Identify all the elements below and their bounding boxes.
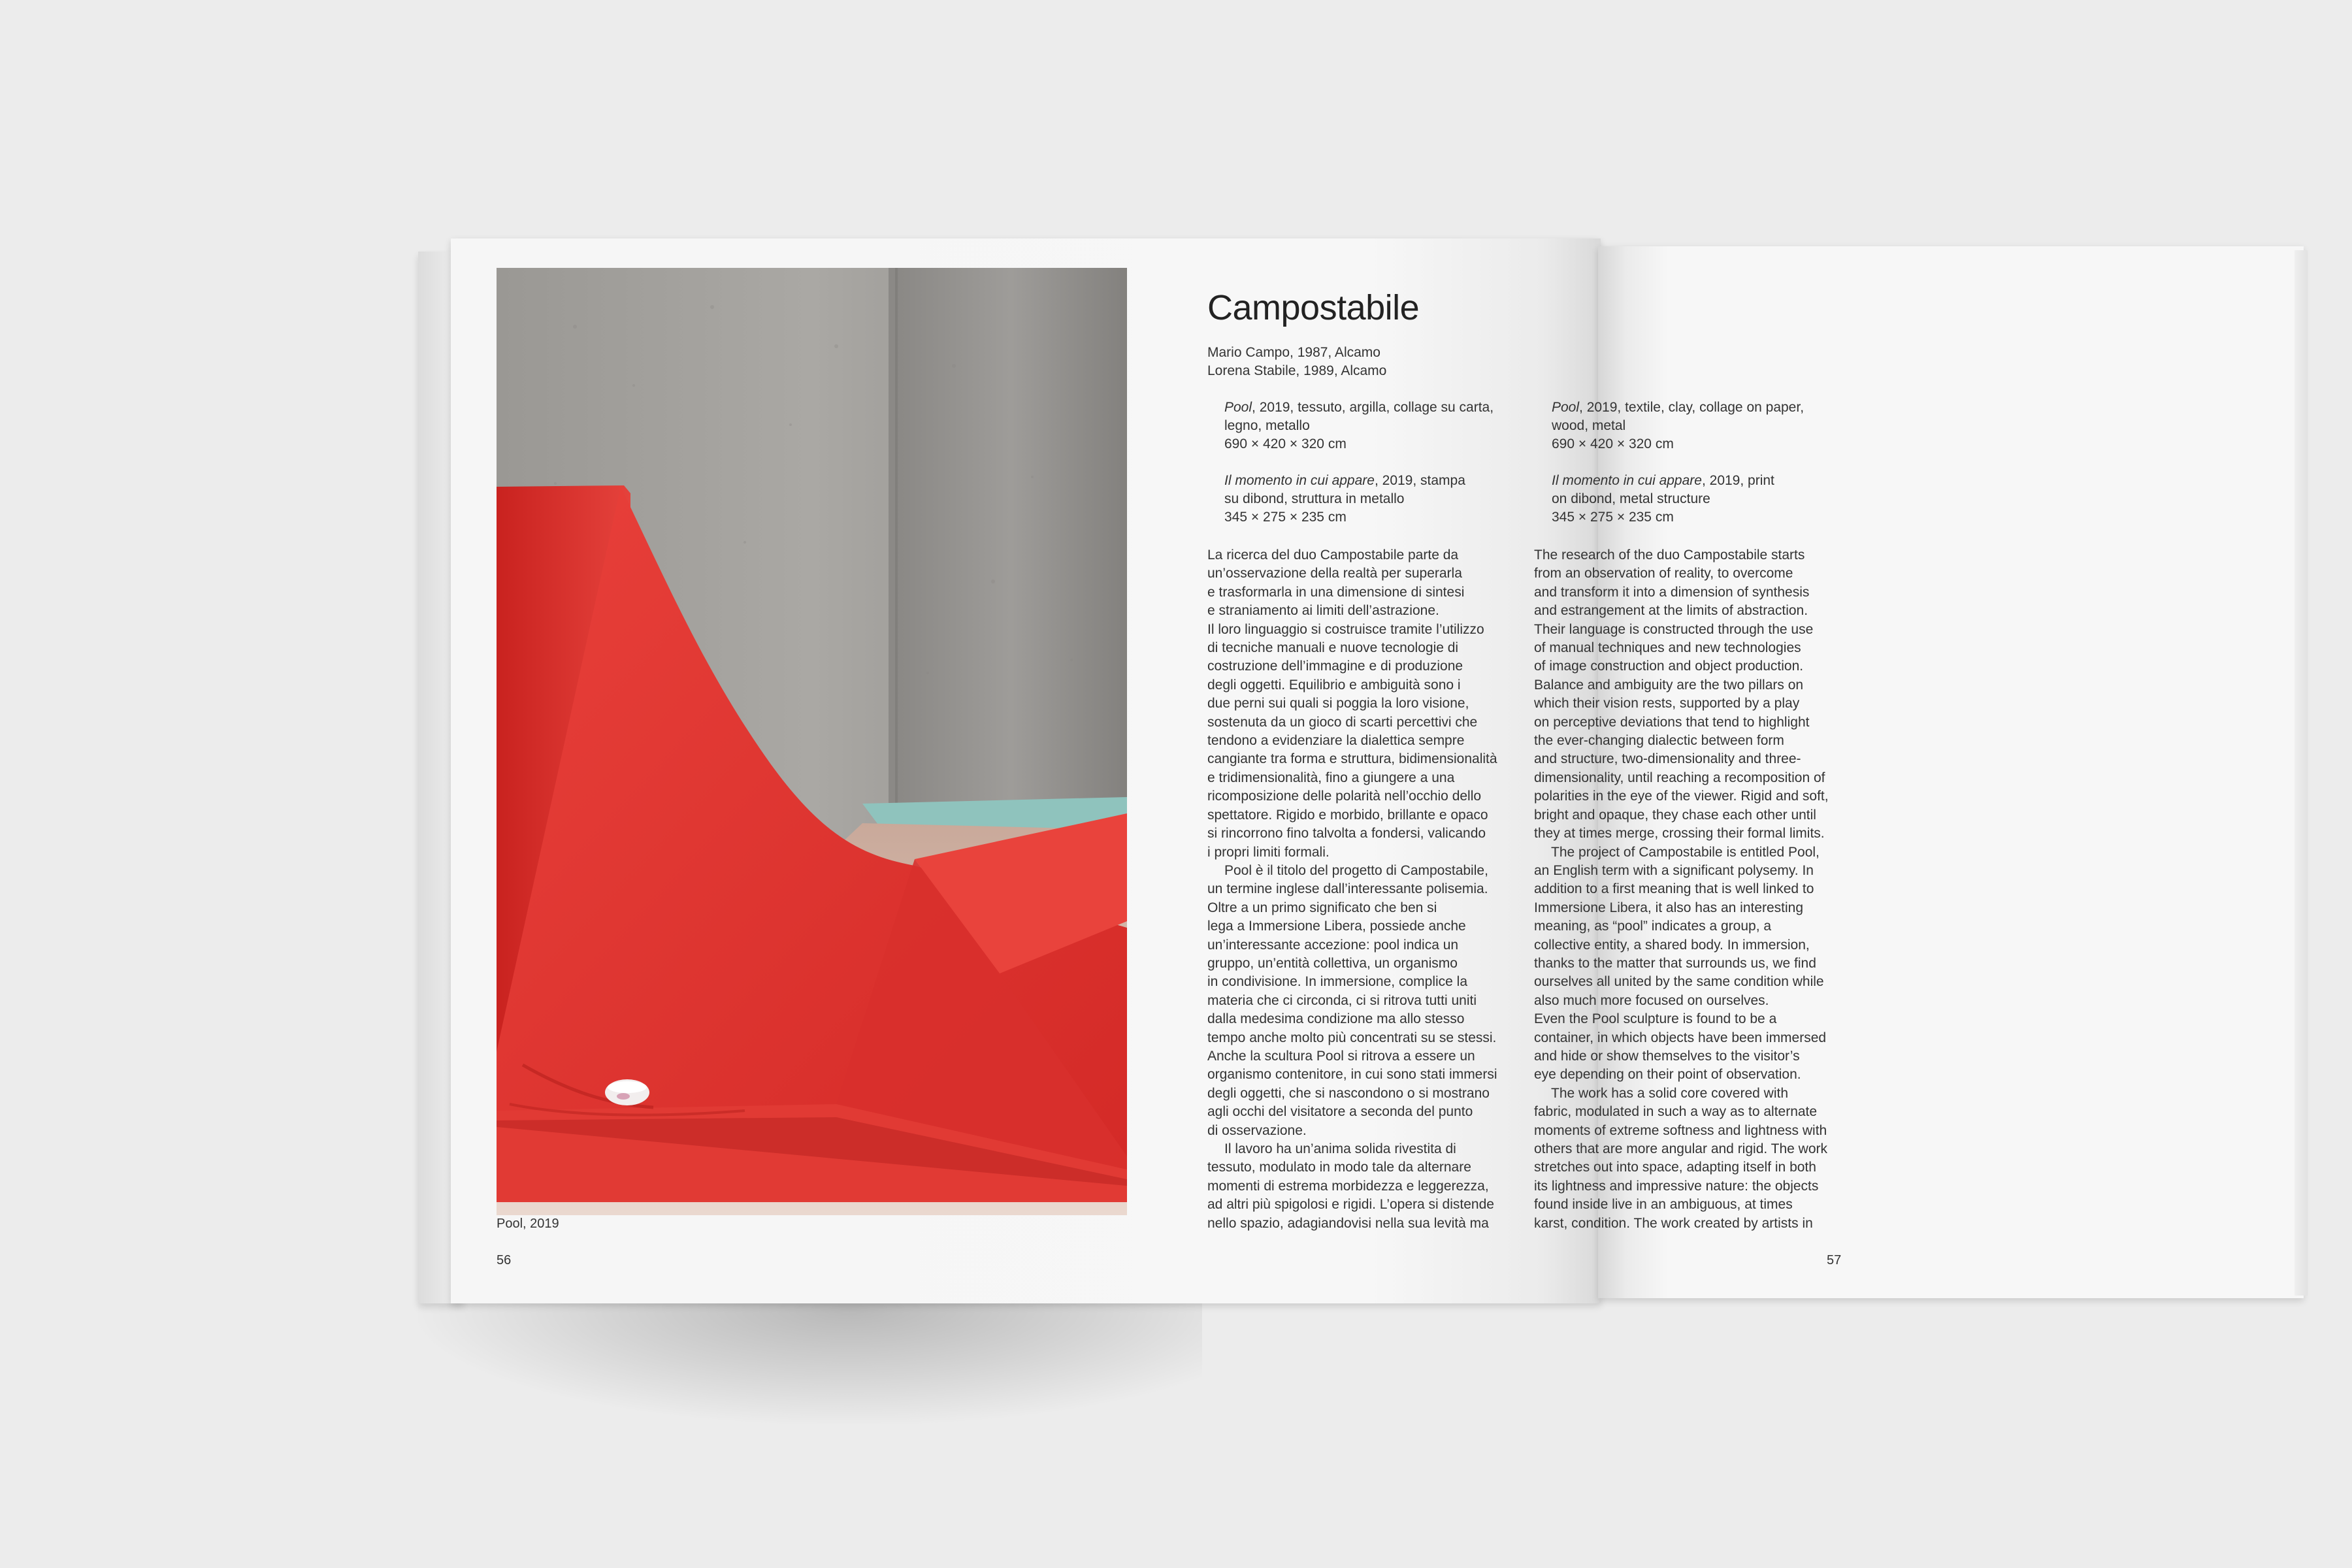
body-line: an English term with a significant polysemy. In	[1534, 862, 1814, 878]
body-line: dimensionality, until reaching a recomposition of	[1534, 770, 1825, 785]
body-line: Immersione Libera, it also has an interesting	[1534, 900, 1804, 915]
work-title: Il momento in cui appare	[1552, 473, 1702, 488]
body-line: gruppo, un’entità collettiva, un organismo	[1207, 955, 1458, 971]
body-line: stretches out into space, adapting itself in both	[1534, 1160, 1816, 1175]
body-line: Oltre a un primo significato che ben si	[1207, 900, 1437, 915]
body-line: The project of Campostabile is entitled Pool,	[1551, 844, 1820, 860]
body-line: e straniamento ai limiti dell’astrazione.	[1207, 603, 1439, 619]
body-text-italian	[1207, 546, 1521, 1233]
artists-list	[1207, 344, 1386, 380]
body-line: Balance and ambiguity are the two pillars on	[1534, 677, 1804, 693]
body-line: un’interessante accezione: pool indica un	[1207, 937, 1459, 953]
body-line: others that are more angular and rigid. The work	[1534, 1141, 1828, 1156]
body-line: container, in which objects have been immersed	[1534, 1030, 1827, 1045]
work-details: , 2019, stampa	[1374, 473, 1465, 488]
work-title: Pool	[1224, 400, 1252, 415]
body-line: Pool è il titolo del progetto di Campostabile,	[1224, 862, 1488, 878]
body-line: Their language is constructed through the use	[1534, 621, 1814, 637]
body-line: in condivisione. In immersione, complice la	[1207, 974, 1468, 990]
body-line: i propri limiti formali.	[1207, 844, 1330, 860]
work-title: Il momento in cui appare	[1224, 473, 1375, 488]
body-line: moments of extreme softness and lightness with	[1534, 1122, 1827, 1138]
body-line: eye depending on their point of observation.	[1534, 1067, 1801, 1083]
body-line: The work has a solid core covered with	[1551, 1085, 1788, 1101]
artist-line: Mario Campo, 1987, Alcamo	[1207, 345, 1380, 360]
body-text-english	[1534, 546, 1848, 1233]
work-materials: su dibond, struttura in metallo	[1224, 491, 1405, 506]
artwork-illustration	[497, 268, 1127, 1215]
works-list-english	[1552, 399, 1852, 545]
work-entry	[1224, 399, 1525, 453]
body-line: tempo anche molto più concentrati su se stessi.	[1207, 1030, 1497, 1045]
body-line: e tridimensionalità, fino a giungere a una	[1207, 770, 1455, 785]
body-line: ourselves all united by the same condition while	[1534, 974, 1824, 990]
body-line: karst, condition. The work created by artists in	[1534, 1215, 1813, 1231]
body-line: and transform it into a dimension of synthesis	[1534, 584, 1810, 600]
page-number-right: 57	[1827, 1253, 1842, 1267]
work-details: , 2019, textile, clay, collage on paper,	[1579, 400, 1805, 415]
body-line: di tecniche manuali e nuove tecnologie di	[1207, 640, 1459, 656]
body-line: tendono a evidenziare la dialettica sempre	[1207, 733, 1465, 749]
body-line: sostenuta da un gioco di scarti percettivi che	[1207, 714, 1478, 730]
body-line: si rincorrono fino talvolta a fondersi, valicando	[1207, 826, 1486, 841]
body-line: meaning, as “pool” indicates a group, a	[1534, 919, 1772, 934]
body-line: they at times merge, crossing their formal limits.	[1534, 826, 1825, 841]
work-dimensions: 345 × 275 × 235 cm	[1224, 510, 1347, 525]
body-line: which their vision rests, supported by a play	[1534, 696, 1800, 711]
body-line: and estrangement at the limits of abstraction.	[1534, 603, 1808, 619]
works-list-italian	[1224, 399, 1525, 545]
body-line: and hide or show themselves to the visitor’s	[1534, 1048, 1800, 1064]
body-line: ricomposizione delle polarità nell’occhio dello	[1207, 789, 1482, 804]
body-line: fabric, modulated in such a way as to alternate	[1534, 1104, 1818, 1120]
work-dimensions: 690 × 420 × 320 cm	[1552, 436, 1674, 451]
body-line: thanks to the matter that surrounds us, we find	[1534, 955, 1816, 971]
body-line: found inside live in an ambiguous, at times	[1534, 1197, 1793, 1213]
body-line: momenti di estrema morbidezza e leggerezza,	[1207, 1178, 1489, 1194]
body-line: ad altri più spigolosi e rigidi. L’opera si distende	[1207, 1197, 1494, 1213]
body-line: on perceptive deviations that tend to highlight	[1534, 714, 1810, 730]
body-line: e trasformarla in una dimensione di sintesi	[1207, 584, 1465, 600]
body-line: costruzione dell’immagine e di produzione	[1207, 659, 1463, 674]
body-line: also much more focused on ourselves.	[1534, 992, 1769, 1008]
work-details: , 2019, print	[1701, 473, 1774, 488]
body-line: collective entity, a shared body. In immersion,	[1534, 937, 1810, 953]
artist-line: Lorena Stabile, 1989, Alcamo	[1207, 363, 1387, 378]
body-line: agli occhi del visitatore a seconda del punto	[1207, 1104, 1473, 1120]
body-line: materia che ci circonda, ci si ritrova tutti uniti	[1207, 992, 1477, 1008]
body-line: degli oggetti, che si nascondono o si mostrano	[1207, 1085, 1490, 1101]
body-line: lega a Immersione Libera, possiede anche	[1207, 919, 1466, 934]
body-line: nello spazio, adagiandovisi nella sua levità ma	[1207, 1215, 1489, 1231]
body-line: organismo contenitore, in cui sono stati immersi	[1207, 1067, 1497, 1083]
body-line: Il lavoro ha un’anima solida rivestita di	[1224, 1141, 1456, 1156]
body-line: of image construction and object production.	[1534, 659, 1804, 674]
body-line: the ever-changing dialectic between form	[1534, 733, 1784, 749]
work-materials: wood, metal	[1552, 418, 1626, 433]
work-title: Pool	[1552, 400, 1580, 415]
body-line: cangiante tra forma e struttura, bidimensionalità	[1207, 751, 1497, 767]
body-line: Even the Pool sculpture is found to be a	[1534, 1011, 1777, 1027]
body-line: Anche la scultura Pool si ritrova a essere un	[1207, 1048, 1475, 1064]
body-line: di osservazione.	[1207, 1122, 1307, 1138]
body-line: bright and opaque, they chase each other until	[1534, 807, 1816, 823]
body-line: and structure, two-dimensionality and three-	[1534, 751, 1801, 767]
body-line: dalla medesima condizione ma allo stesso	[1207, 1011, 1465, 1027]
page-title: Campostabile	[1207, 288, 1420, 327]
body-line: from an observation of reality, to overcome	[1534, 566, 1793, 581]
work-entry	[1224, 472, 1525, 527]
right-page-edges	[2295, 250, 2308, 1296]
body-line: addition to a first meaning that is well linked to	[1534, 881, 1814, 897]
work-dimensions: 690 × 420 × 320 cm	[1224, 436, 1347, 451]
artwork-photo	[497, 268, 1127, 1215]
work-materials: on dibond, metal structure	[1552, 491, 1710, 506]
page-number-left: 56	[497, 1253, 512, 1267]
work-materials: legno, metallo	[1224, 418, 1310, 433]
photo-caption: Pool, 2019	[497, 1217, 559, 1231]
body-line: of manual techniques and new technologies	[1534, 640, 1801, 656]
body-line: degli oggetti. Equilibrio e ambiguità sono i	[1207, 677, 1461, 693]
body-line: The research of the duo Campostabile starts	[1534, 547, 1805, 563]
work-entry	[1552, 472, 1852, 527]
body-line: Il loro linguaggio si costruisce tramite l’utilizzo	[1207, 621, 1484, 637]
body-line: spettatore. Rigido e morbido, brillante e opaco	[1207, 807, 1488, 823]
body-line: polarities in the eye of the viewer. Rigid and soft,	[1534, 789, 1829, 804]
work-entry	[1552, 399, 1852, 453]
body-line: un’osservazione della realtà per superarla	[1207, 566, 1462, 581]
body-line: La ricerca del duo Campostabile parte da	[1207, 547, 1459, 563]
work-dimensions: 345 × 275 × 235 cm	[1552, 510, 1674, 525]
body-line: tessuto, modulato in modo tale da alternare	[1207, 1160, 1471, 1175]
body-line: due perni sui quali si poggia la loro visione,	[1207, 696, 1469, 711]
body-line: un termine inglese dall’interessante polisemia.	[1207, 881, 1488, 897]
body-line: its lightness and impressive nature: the objects	[1534, 1178, 1819, 1194]
work-details: , 2019, tessuto, argilla, collage su carta,	[1252, 400, 1494, 415]
